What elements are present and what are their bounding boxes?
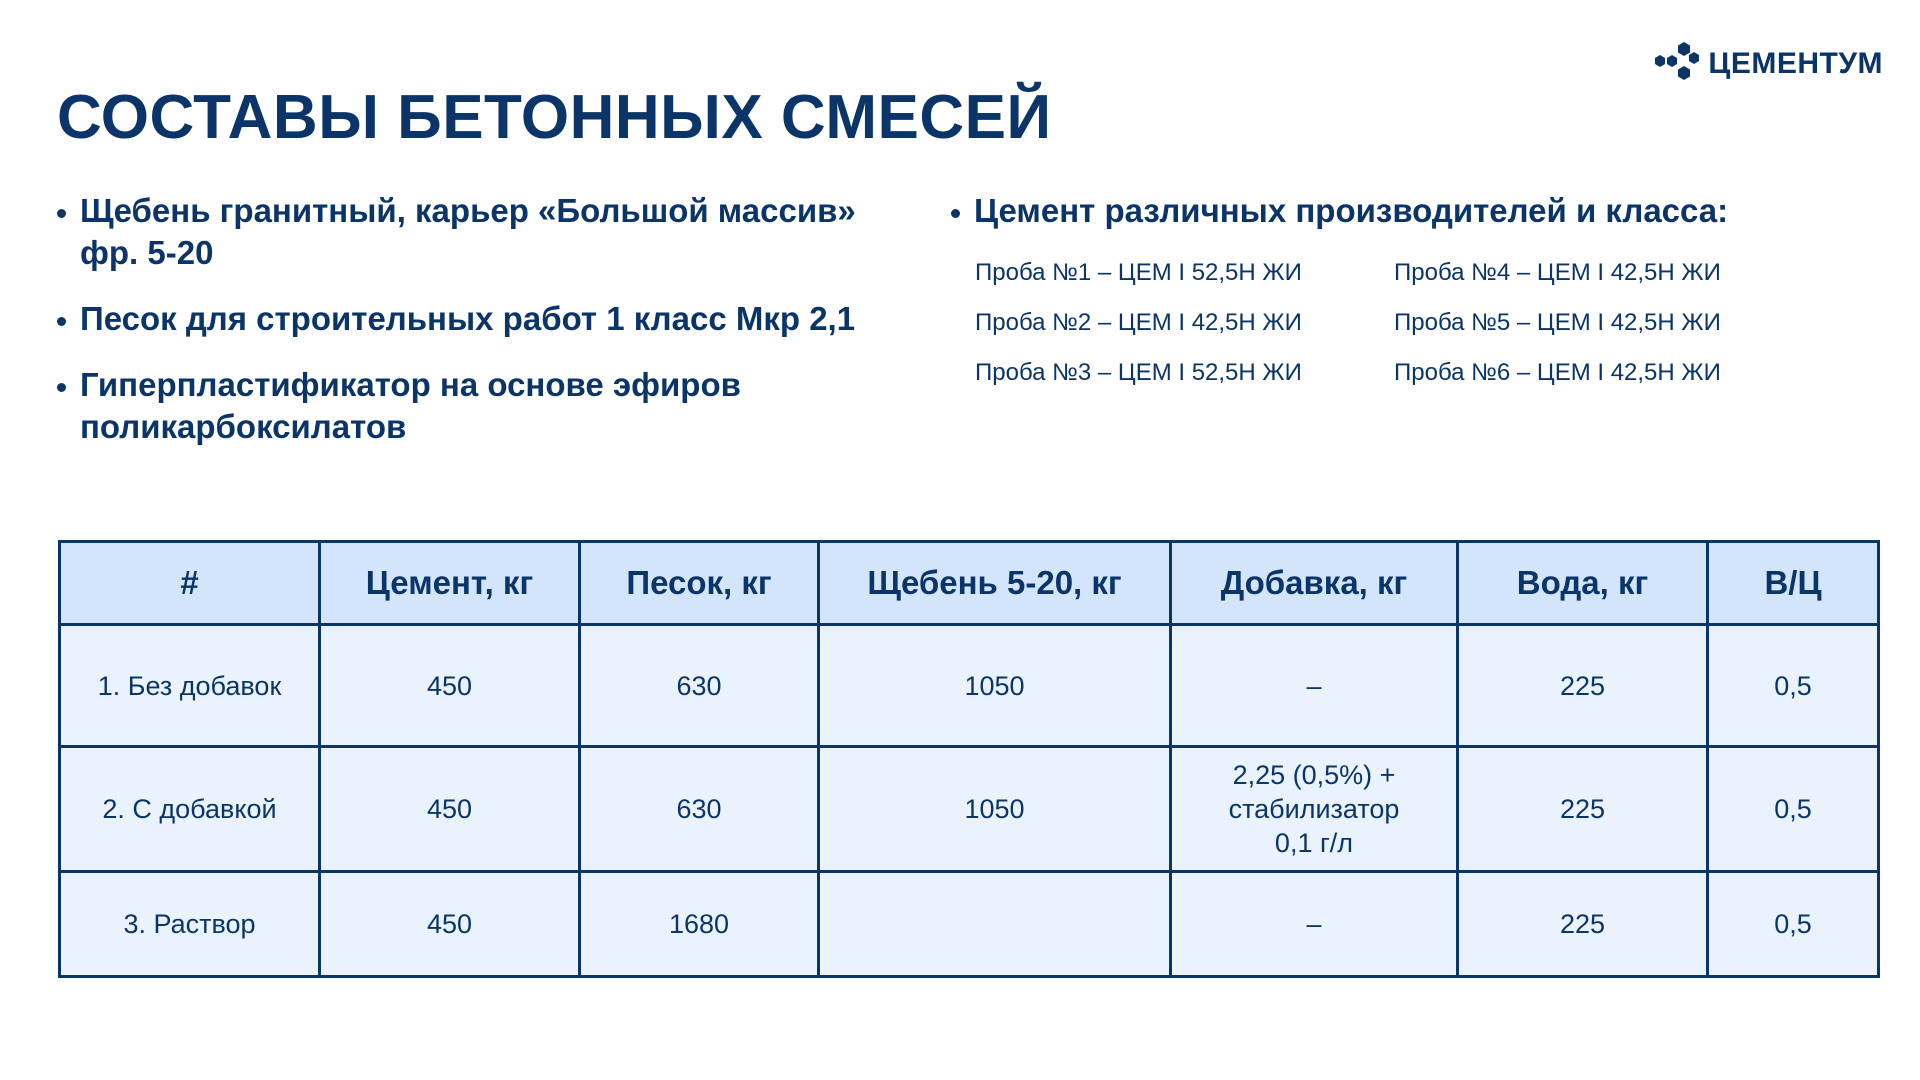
cell-additive: – [1171, 872, 1458, 977]
cell-cement: 450 [320, 625, 580, 747]
header-additive: Добавка, кг [1171, 542, 1458, 625]
cell-cement: 450 [320, 872, 580, 977]
header-wc-ratio: В/Ц [1708, 542, 1879, 625]
table-header-row [60, 542, 1879, 625]
composition-table [58, 540, 1880, 978]
row-name: 1. Без добавок [60, 625, 320, 747]
cell-gravel: 1050 [819, 747, 1171, 872]
cell-wc-ratio: 0,5 [1708, 747, 1879, 872]
header-sand: Песок, кг [580, 542, 819, 625]
cell-sand: 1680 [580, 872, 819, 977]
materials-list [57, 190, 917, 472]
cell-sand: 630 [580, 625, 819, 747]
table-row [60, 872, 1879, 977]
cell-additive: – [1171, 625, 1458, 747]
cell-wc-ratio: 0,5 [1708, 872, 1879, 977]
list-item: Гиперпластификатор на основе эфиров поликарбоксилатов [57, 364, 917, 448]
cell-gravel [819, 872, 1171, 977]
cell-water: 225 [1458, 625, 1708, 747]
hexagon-cluster-icon [1650, 38, 1702, 90]
sample-item: Проба №1 – ЦЕМ I 52,5Н ЖИ [975, 259, 1302, 286]
table-row [60, 625, 1879, 747]
sample-item: Проба №4 – ЦЕМ I 42,5Н ЖИ [1394, 259, 1721, 286]
sample-item: Проба №6 – ЦЕМ I 42,5Н ЖИ [1394, 359, 1721, 386]
cell-wc-ratio: 0,5 [1708, 625, 1879, 747]
table-row [60, 747, 1879, 872]
cell-water: 225 [1458, 747, 1708, 872]
header-cement: Цемент, кг [320, 542, 580, 625]
cement-heading: Цемент различных производителей и класса: [951, 190, 1728, 232]
cell-cement: 450 [320, 747, 580, 872]
sample-item: Проба №5 – ЦЕМ I 42,5Н ЖИ [1394, 309, 1721, 336]
brand-name: ЦЕМЕНТУМ [1708, 47, 1883, 80]
cell-additive: 2,25 (0,5%) + стабилизатор 0,1 г/л [1171, 747, 1458, 872]
row-name: 3. Раствор [60, 872, 320, 977]
cell-gravel: 1050 [819, 625, 1171, 747]
brand-logo [1650, 38, 1883, 90]
sample-item: Проба №2 – ЦЕМ I 42,5Н ЖИ [975, 309, 1302, 336]
sample-item: Проба №3 – ЦЕМ I 52,5Н ЖИ [975, 359, 1302, 386]
page-title: СОСТАВЫ БЕТОННЫХ СМЕСЕЙ [57, 83, 1052, 152]
cell-sand: 630 [580, 747, 819, 872]
header-number: # [60, 542, 320, 625]
list-item: Щебень гранитный, карьер «Большой массив» фр. 5-20 [57, 190, 917, 274]
cement-samples [975, 258, 1754, 388]
cell-water: 225 [1458, 872, 1708, 977]
header-gravel: Щебень 5-20, кг [819, 542, 1171, 625]
row-name: 2. С добавкой [60, 747, 320, 872]
list-item: Песок для строительных работ 1 класс Мкр 2,1 [57, 298, 917, 340]
header-water: Вода, кг [1458, 542, 1708, 625]
